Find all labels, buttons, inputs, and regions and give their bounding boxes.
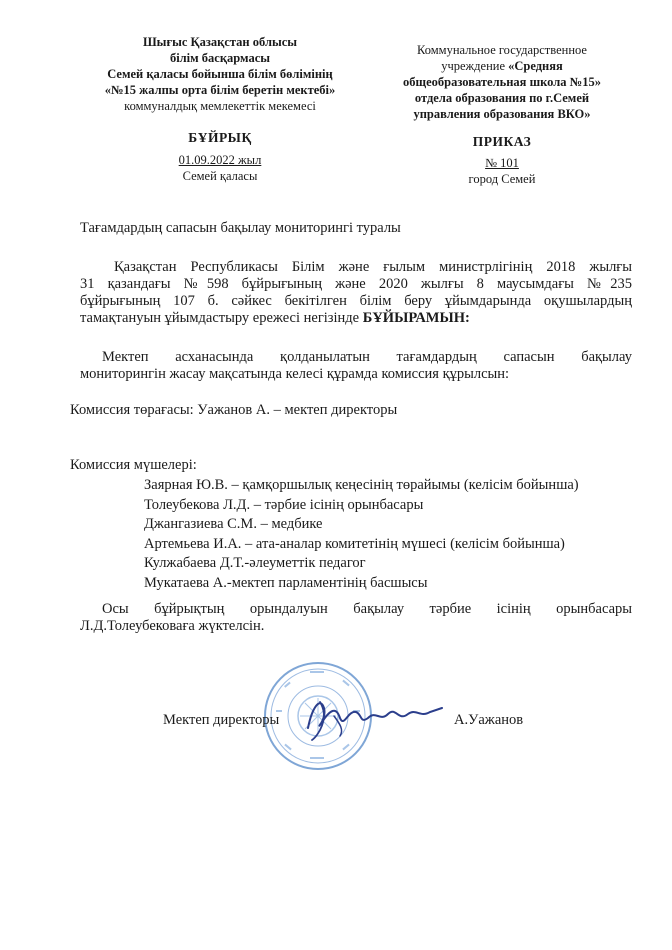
order-date: 01.09.2022 жыл	[178, 153, 262, 167]
control-clause	[80, 601, 632, 635]
org-line-school: «№15 жалпы орта білім беретін мектебі»	[104, 83, 336, 97]
date-block	[60, 152, 380, 184]
doc-type-kz: БҰЙРЫҚ	[188, 130, 252, 145]
commission-chairman: Комиссия төрағасы: Уажанов А. – мектеп директоры	[70, 402, 398, 418]
number-block	[352, 155, 652, 187]
paragraph-line: мониторингін жасау мақсатында келесі құрамда комиссия құрылсын:	[80, 366, 510, 382]
header-right	[352, 42, 652, 122]
order-subject: Тағамдардың сапасын бақылау мониторингі туралы	[80, 220, 401, 236]
preamble-line: тамақтануын ұйымдастыру ережесі негізінде БҰЙЫРАМЫН:	[80, 310, 470, 326]
control-line: Осы бұйрықтың орындалуын бақылау тәрбие ісінің орынбасары	[102, 601, 632, 617]
org-line-city-department: Семей қаласы бойынша білім бөлімінің	[107, 67, 333, 81]
org-line-region: Шығыс Қазақстан облысы	[142, 35, 298, 49]
org-ru-line4: отдела образования по г.Семей	[414, 91, 590, 105]
preamble-line: Қазақстан Республикасы Білім және ғылым министрлігінің 2018 жылғы	[114, 259, 632, 275]
header-left	[60, 34, 380, 114]
member-item: Мукатаева А.-мектеп парламентінің басшысы	[144, 574, 428, 591]
signature-name: А.Уажанов	[454, 712, 524, 728]
city-ru: город Семей	[468, 172, 536, 186]
preamble	[80, 259, 632, 327]
order-number: № 101	[485, 156, 519, 170]
member-item: Джангазиева С.М. – медбике	[144, 516, 323, 532]
org-ru-line3: общеобразовательная школа №15»	[403, 75, 601, 89]
director-signature-icon	[300, 688, 450, 743]
control-line: Л.Д.Толеубековаға жүктелсін.	[80, 618, 265, 634]
member-item: Заярная Ю.В. – қамқоршылық кеңесінің төрайымы (келісім бойынша)	[144, 477, 579, 493]
preamble-line: 31 қазандағы №598 бұйрығының және 2020 жылғы 8 маусымдағы №235	[80, 276, 632, 292]
signature-position: Мектеп директоры	[163, 712, 280, 728]
org-ru-line5: управления образования ВКО»	[413, 107, 591, 121]
doc-type-ru: ПРИКАЗ	[472, 134, 532, 149]
order-keyword: БҰЙЫРАМЫН:	[362, 310, 470, 326]
member-item: Толеубекова Л.Д. – тәрбие ісінің орынбасары	[144, 496, 424, 513]
city-kz: Семей қаласы	[182, 169, 258, 183]
preamble-line: бұйрығының 107 б. сәйкес бекітілген білім беру ұйымдарында оқушылардың	[80, 293, 632, 309]
member-item: Артемьева И.А. – ата-аналар комитетінің мүшесі (келісім бойынша)	[144, 535, 565, 552]
org-line-type: коммуналдық мемлекеттік мекемесі	[124, 99, 316, 113]
org-ru-line1: Коммунальное государственное	[417, 43, 587, 57]
org-ru-line2: учреждение «Средняя	[441, 59, 563, 73]
paragraph-line: Мектеп асханасында қолданылатын тағамдардың сапасын бақылау	[102, 349, 632, 365]
members-list	[144, 476, 644, 593]
member-item: Кулжабаева Д.Т.-әлеуметтік педагог	[144, 555, 366, 571]
org-line-department: білім басқармасы	[169, 51, 271, 65]
members-label: Комиссия мүшелері:	[70, 457, 197, 473]
paragraph-commission	[80, 349, 632, 383]
